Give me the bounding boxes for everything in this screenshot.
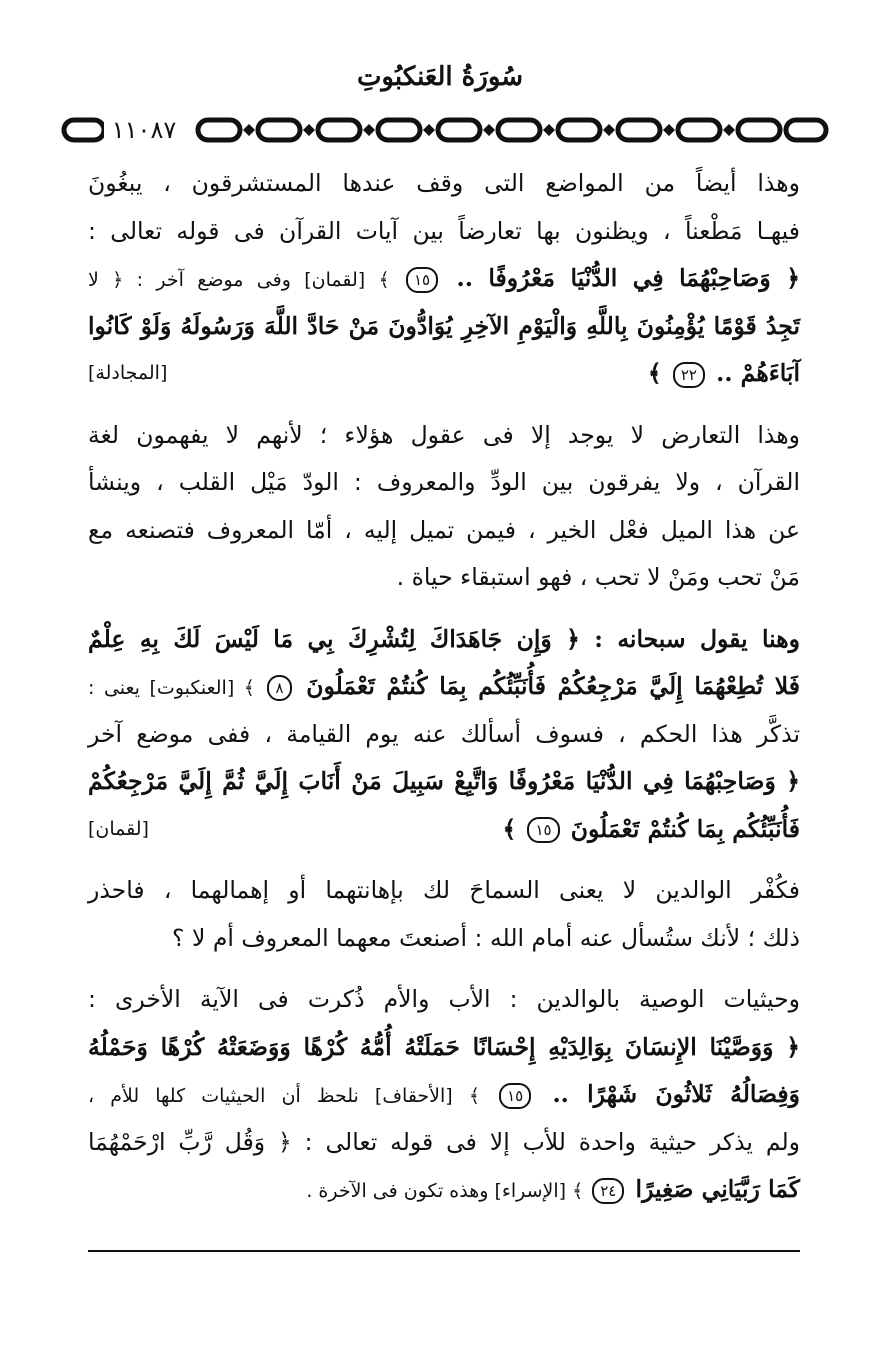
text-line bbox=[88, 806, 800, 854]
quran-verse: ﴿ وَصَاحِبْهُمَا فِي الدُّنْيَا مَعْرُوفًا وَاتَّبِعْ سَبِيلَ مَنْ أَنَابَ إِلَيَّ ثُمَّ إِلَيَّ مَرْجِعُكُمْ bbox=[88, 767, 800, 795]
text: عن هذا الميل فعْل الخير ، فيمن تميل إليه ، أمّا المعروف فتصنعه مع bbox=[88, 515, 800, 544]
verse-close: ﴾ bbox=[647, 359, 670, 387]
quran-verse-line bbox=[88, 303, 800, 351]
text: فيهـا مَطْعناً ، ويظنون بها تعارضاً بين آيات القرآن فى قوله تعالى : bbox=[88, 216, 800, 245]
quran-verse: وَفِصَالُهُ ثَلاثُونَ شَهْرًا .. bbox=[534, 1080, 800, 1108]
text-line bbox=[88, 459, 800, 507]
surah-title: سُورَةُ العَنكبُوتِ bbox=[356, 62, 524, 92]
text-line bbox=[88, 1166, 800, 1214]
text-line bbox=[88, 711, 800, 759]
text: فكُفْر الوالدين لا يعنى السماحَ لك بإهانتهما أو إهمالهما ، فاحذر bbox=[88, 876, 800, 904]
text-line bbox=[88, 255, 800, 303]
text-line bbox=[88, 663, 800, 711]
text-line bbox=[88, 507, 800, 555]
text-line bbox=[88, 208, 800, 256]
text-line bbox=[88, 412, 800, 460]
text-line bbox=[88, 976, 800, 1024]
page-body bbox=[88, 160, 800, 1228]
text: ﴾ [الإسراء] وهذه تكون فى الآخرة . bbox=[306, 1180, 590, 1202]
text-line bbox=[88, 1071, 800, 1119]
text: وهذا أيضاً من المواضع التى وقف عندها المستشرقون ، يبغُونَ bbox=[88, 169, 800, 197]
quran-verse-line bbox=[88, 758, 800, 806]
surah-reference: [لقمان] bbox=[88, 817, 149, 840]
quran-verse: آبَاءَهُمْ .. bbox=[707, 359, 800, 387]
quran-verse: كَمَا رَبَّيَانِي صَغِيرًا bbox=[627, 1175, 800, 1203]
text: وحيثيات الوصية بالوالدين : الأب والأم ذُكرت فى الآية الأخرى : bbox=[88, 985, 800, 1013]
text: ذلك ؛ لأنك ستُسأل عنه أمام الله : أصنعتَ معهما المعروف أم لا ؟ bbox=[172, 923, 800, 952]
quran-verse: فَأُنَبِّئُكُم بِمَا كُنتُمْ تَعْمَلُونَ bbox=[562, 814, 800, 843]
text-line bbox=[88, 915, 800, 963]
text-line bbox=[88, 160, 800, 208]
ayah-number: ٢٤ bbox=[592, 1178, 624, 1204]
text-line bbox=[88, 350, 800, 398]
ayah-number: ١٥ bbox=[527, 817, 559, 843]
ayah-number: ٢٢ bbox=[673, 362, 705, 388]
text: مَنْ تحب ومَنْ لا تحب ، فهو استبقاء حياة . bbox=[396, 563, 800, 591]
text: ولم يذكر حيثية واحدة للأب إلا فى قوله تعالى : ﴿ وَقُل رَّبِّ ارْحَمْهُمَا bbox=[88, 1127, 800, 1156]
ayah-number: ١٥ bbox=[406, 267, 438, 293]
quran-verse: تَجِدُ قَوْمًا يُؤْمِنُونَ بِاللَّهِ وَالْيَوْمِ الآخِرِ يُوَادُّونَ مَنْ حَادَّ اللَّهَ وَرَسُولَهُ وَلَوْ كَانُوا bbox=[88, 311, 800, 340]
ayah-number: ٨ bbox=[267, 675, 291, 701]
verse-close: ﴾ bbox=[502, 814, 525, 843]
quran-verse: فَلا تُطِعْهُمَا إِلَيَّ مَرْجِعُكُمْ فَأُنَبِّئُكُم بِمَا كُنتُمْ تَعْمَلُونَ bbox=[294, 672, 800, 700]
ayah-number: ١٥ bbox=[499, 1083, 531, 1109]
text-line bbox=[88, 554, 800, 602]
text: ﴾ [العنكبوت] يعنى : bbox=[88, 677, 265, 699]
text: القرآن ، ولا يفرقون بين الودِّ والمعروف : الودّ مَيْل القلب ، وينشأ bbox=[88, 468, 800, 496]
quran-verse: ﴿ وَصَاحِبْهُمَا فِي الدُّنْيَا مَعْرُوفًا .. bbox=[441, 264, 800, 292]
footer-rule bbox=[88, 1250, 800, 1252]
text: ﴾ [الأحقاف] نلحظ أن الحيثيات كلها للأم ، bbox=[88, 1085, 497, 1107]
text-line bbox=[88, 616, 800, 664]
text: وهذا التعارض لا يوجد إلا فى عقول هؤلاء ؛ لأنهم لا يفهمون لغة bbox=[88, 420, 800, 449]
page-number: ١١٠٨٧ bbox=[104, 116, 184, 144]
text-line bbox=[88, 1119, 800, 1167]
paragraph bbox=[88, 976, 800, 1214]
paragraph bbox=[88, 160, 800, 398]
paragraph bbox=[88, 867, 800, 962]
text-line bbox=[88, 867, 800, 915]
quran-verse: ﴿ وَوَصَّيْنَا الإِنسَانَ بِوَالِدَيْهِ إِحْسَانًا حَمَلَتْهُ أُمُّهُ كُرْهًا وَوَضَعَتْهُ كُرْهًا وَحَمْلُهُ bbox=[88, 1032, 800, 1061]
paragraph bbox=[88, 412, 800, 602]
text: تذكَّر هذا الحكم ، فسوف أسألك عنه يوم القيامة ، ففى موضع آخر bbox=[88, 719, 800, 748]
surah-reference: [المجادلة] bbox=[88, 362, 168, 384]
text: وهنا يقول سبحانه : ﴿ وَإِن جَاهَدَاكَ لِتُشْرِكَ بِي مَا لَيْسَ لَكَ بِهِ عِلْمٌ bbox=[88, 624, 800, 653]
text: ﴾ [لقمان] وفى موضع آخر : ﴿ لا bbox=[88, 269, 403, 291]
quran-verse-line bbox=[88, 1024, 800, 1072]
paragraph bbox=[88, 616, 800, 854]
